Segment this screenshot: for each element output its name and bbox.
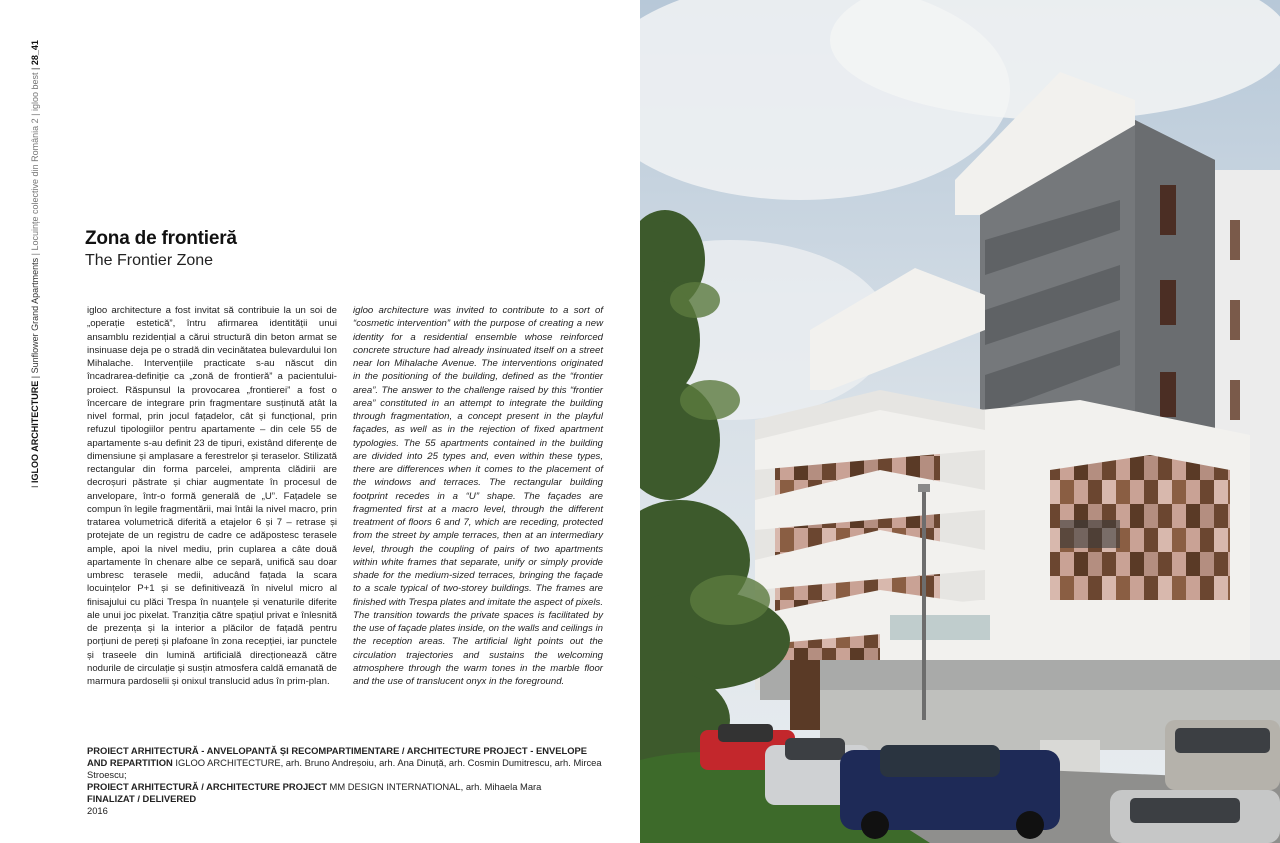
credit-label: PROIECT ARHITECTURĂ - ANVELOPANTĂ ȘI RECOMPARTIMENTARE / ARCHITECTURE PROJECT - ENVELOPE AND REPARTITION: [87, 745, 588, 768]
spine-bullet: I: [30, 485, 40, 488]
project-credits: [87, 745, 607, 817]
credit-value: MM DESIGN INTERNATIONAL, arh. Mihaela Mara: [329, 781, 542, 792]
credit-value: IGLOO ARCHITECTURE, arh. Bruno Andreșoiu, arh. Ana Dinuță, arh. Cosmin Dumitrescu, arh. Mircea Stroescu;: [87, 757, 602, 780]
building-photo: [640, 0, 1280, 843]
spine-separator: |: [30, 375, 40, 379]
credit-year: 2016: [87, 805, 108, 816]
spine-separator: |: [30, 252, 40, 256]
article-text-romanian: igloo architecture a fost invitat să contribuie la un soi de „operație estetică”, întru afirmarea identității unui ansamblu rezidențial a cărui structură din beton armat se insinuase deja pe o stradă din vecinătatea bulevardului Ion Mihalache. Intervențiile practicate s-au născut din încadrarea-definiție ca „zonă de frontieră” a pacientului-proiect. Răspunsul la provocarea „frontierei” a fost o încercare de integrare prin fragmentare susținută atât la nivel formal, prin jocul fațadelor, cât și funcțional, prin refuzul tipologiilor pentru apartamente – din cele 55 de apartamente s-au definit 23 de tipuri, existând diferențe de dimensiune și amplasare a ferestrelor și teraselor. Stilizată rectangular din forma parcelei, amprenta clădirii are decroșuri păstrate și chiar augmentate în procesul de anvelopare, într-o formă generală de „U”. Fațadele se compun în legile fragmentării, mai întâi la nivel macro, prin tratarea volumetrică diferită a etajelor 6 și 7 – retrase și protejate de un registru de cadre ce adăpostesc terasele ample, apoi la nivel mediu, prin cuplarea a câte două apartamente în chenare albe ce separă, unifică sau doar umbresc terasele medii, aducând fațada la scara locuințelor P+1 și se definitivează în nivelul micro al finisajului cu plăci Trespa în nuanțele și venaturile diferite ale unui joc pixelat. Tranziția către spațiul privat e înlesnită de prezența și la interior a plăcilor de fațadă pentru porțiuni de pereți și plafoane în zona recepției, iar punctele și traseele din lumină artificială direcționează către nodurile de circulație și susțin atmosfera caldă emanată de marmura pardoselii și onixul translucid adus în prim-plan.: [87, 305, 337, 687]
credit-label: PROIECT ARHITECTURĂ / ARCHITECTURE PROJECT: [87, 781, 327, 792]
spine-page-numbers: 28_41: [30, 40, 40, 66]
spine-separator: |: [30, 113, 40, 116]
page-spine-header: [30, 40, 41, 700]
building-photo-illustration: [640, 0, 1280, 843]
credit-label: FINALIZAT / DELIVERED: [87, 793, 197, 804]
spine-separator: |: [30, 67, 40, 70]
article-subtitle: The Frontier Zone: [85, 252, 214, 269]
spine-series: Locuințe colective din România 2: [30, 118, 40, 251]
spine-project: Sunflower Grand Apartments: [30, 257, 40, 374]
spine-magazine: igloo best: [30, 72, 40, 111]
article-title: Zona de frontieră: [85, 228, 237, 249]
spine-firm: IGLOO ARCHITECTURE: [30, 380, 40, 483]
article-text-english: igloo architecture was invited to contribute to a sort of “cosmetic intervention” with the purpose of creating a new identity for a residential ensemble whose reinforced concrete structure had already insinuated itself on a street near Ion Mihalache Avenue. The interventions originated in the positioning of the building, defined as the “frontier area”. The answer to the challenge raised by this “frontier area” constituted in an attempt to integrate the building through fragmentation, a concept present in the playful façades, as well as in the rejection of fixed apartment typologies. The 55 apartments contained in the building are divided into 25 types and, even within these types, there are differences when it comes to the placement of the windows and terraces. The rectangular building footprint recedes in a “U” shape. The façades are fragmented first at a macro level, through the different treatment of floors 6 and 7, which are receding, protected from the street by ample terraces, then at an intermediary level, through the coupling of pairs of two apartments within white frames that separate, unify or simply provide shade for the medium-sized terraces, bringing the façade to a scale typical of two-storey buildings. The frames are finished with Trespa plates and imitate the aspect of pixels. The transition towards the private spaces is facilitated by the use of façade plates inside, on the walls and ceilings in the reception areas. The artificial light points out the circulation trajectories and sustains the welcoming atmosphere through the warm tones in the marble floor and the use of translucent onyx in the foreground.: [353, 305, 603, 687]
